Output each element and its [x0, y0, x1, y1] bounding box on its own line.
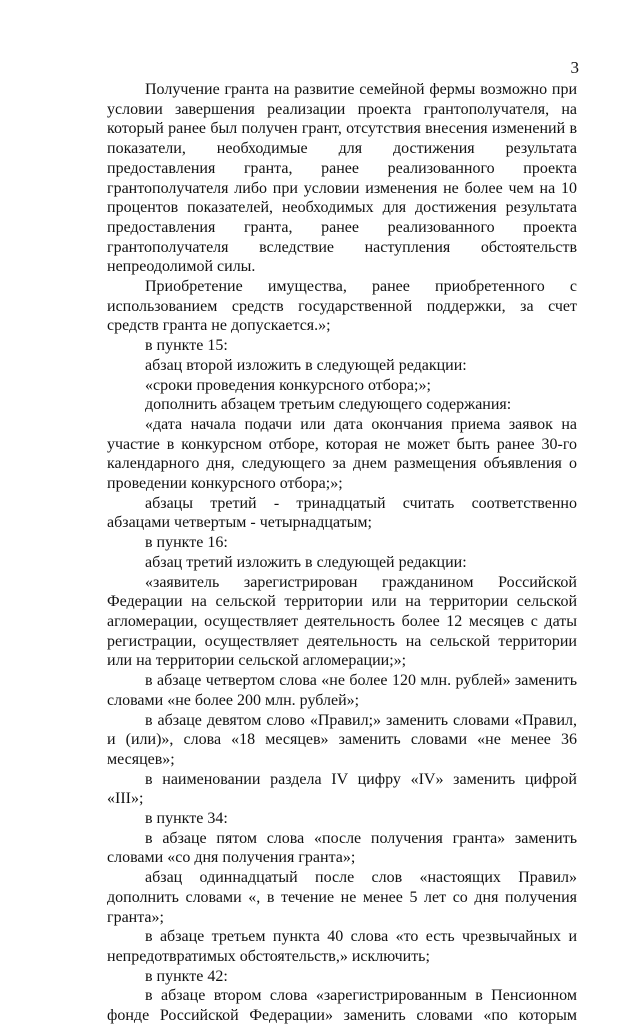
paragraph-item-15-heading: в пункте 15:	[145, 337, 228, 355]
paragraph-section-iv: в наименовании раздела IV цифру «IV» заменить цифрой «III»;	[107, 770, 577, 808]
paragraph-item-34-fifth: в абзаце пятом слова «после получения гранта» заменить словами «со дня получения гранта»;	[107, 829, 577, 867]
paragraph-item-15-second: абзац второй изложить в следующей редакции:	[145, 356, 467, 374]
document-body	[107, 80, 577, 1026]
page-number: 3	[570, 58, 579, 77]
paragraph-item-15-add-third: дополнить абзацем третьим следующего содержания:	[145, 396, 512, 414]
paragraph-item-34-heading: в пункте 34:	[145, 810, 228, 828]
paragraph-item-16-ninth: в абзаце девятом слово «Правил;» заменить словами «Правил, и (или)», слова «18 месяцев» заменить словами «не менее 36 месяцев»;	[107, 711, 577, 768]
paragraph-item-15-renumber: абзацы третий - тринадцатый считать соответственно абзацами четвертым - четырнадцатым;	[107, 494, 577, 532]
paragraph-property-acquisition: Приобретение имущества, ранее приобретенного с использованием средств государственной поддержки, за счет средств гранта не допускается.»;	[107, 278, 577, 335]
paragraph-grant-conditions: Получение гранта на развитие семейной фермы возможно при условии завершения реализации проекта грантополучателя, на который ранее был получен грант, отсутствия внесения изменений в показатели, необходимые для достижения результата предоставления гранта, ранее реализованного проекта грантополучателя либо при условии изменения не более чем на 10 процентов показателей, необходимых для достижения результата предоставления гранта, ранее реализованного проекта грантополучателя вследствие наступления обстоятельств непреодолимой силы.	[107, 81, 577, 276]
paragraph-item-42-heading: в пункте 42:	[145, 967, 228, 985]
paragraph-item-42-second: в абзаце втором слова «зарегистрированным в Пенсионном фонде Российской Федерации» заменить словами «по которым	[107, 987, 577, 1025]
paragraph-item-16-heading: в пункте 16:	[145, 534, 228, 552]
paragraph-item-34-eleventh: абзац одиннадцатый после слов «настоящих Правил» дополнить словами «, в течение не менее 5 лет со дня получения гранта»;	[107, 869, 577, 926]
paragraph-item-40: в абзаце третьем пункта 40 слова «то есть чрезвычайных и непредотвратимых обстоятельств,» исключить;	[107, 928, 577, 965]
paragraph-item-16-third: абзац третий изложить в следующей редакции:	[145, 553, 467, 571]
paragraph-item-15-third-text: «дата начала подачи или дата окончания приема заявок на участие в конкурсном отборе, которая не может быть ранее 30-го календарного дня, следующего за днем размещения объявления о проведении конкурсного отбора;»;	[107, 415, 577, 493]
paragraph-item-15-quote: «сроки проведения конкурсного отбора;»;	[145, 376, 431, 394]
paragraph-item-16-applicant: «заявитель зарегистрирован гражданином Российской Федерации на сельской территории или на территории сельской агломерации, осуществляет деятельность более 12 месяцев с даты регистрации, осуществляет деятельность на сельской территории или на территории сельской агломерации;»;	[107, 573, 577, 670]
paragraph-item-16-fourth: в абзаце четвертом слова «не более 120 млн. рублей» заменить словами «не более 200 млн. рублей»;	[107, 672, 577, 709]
